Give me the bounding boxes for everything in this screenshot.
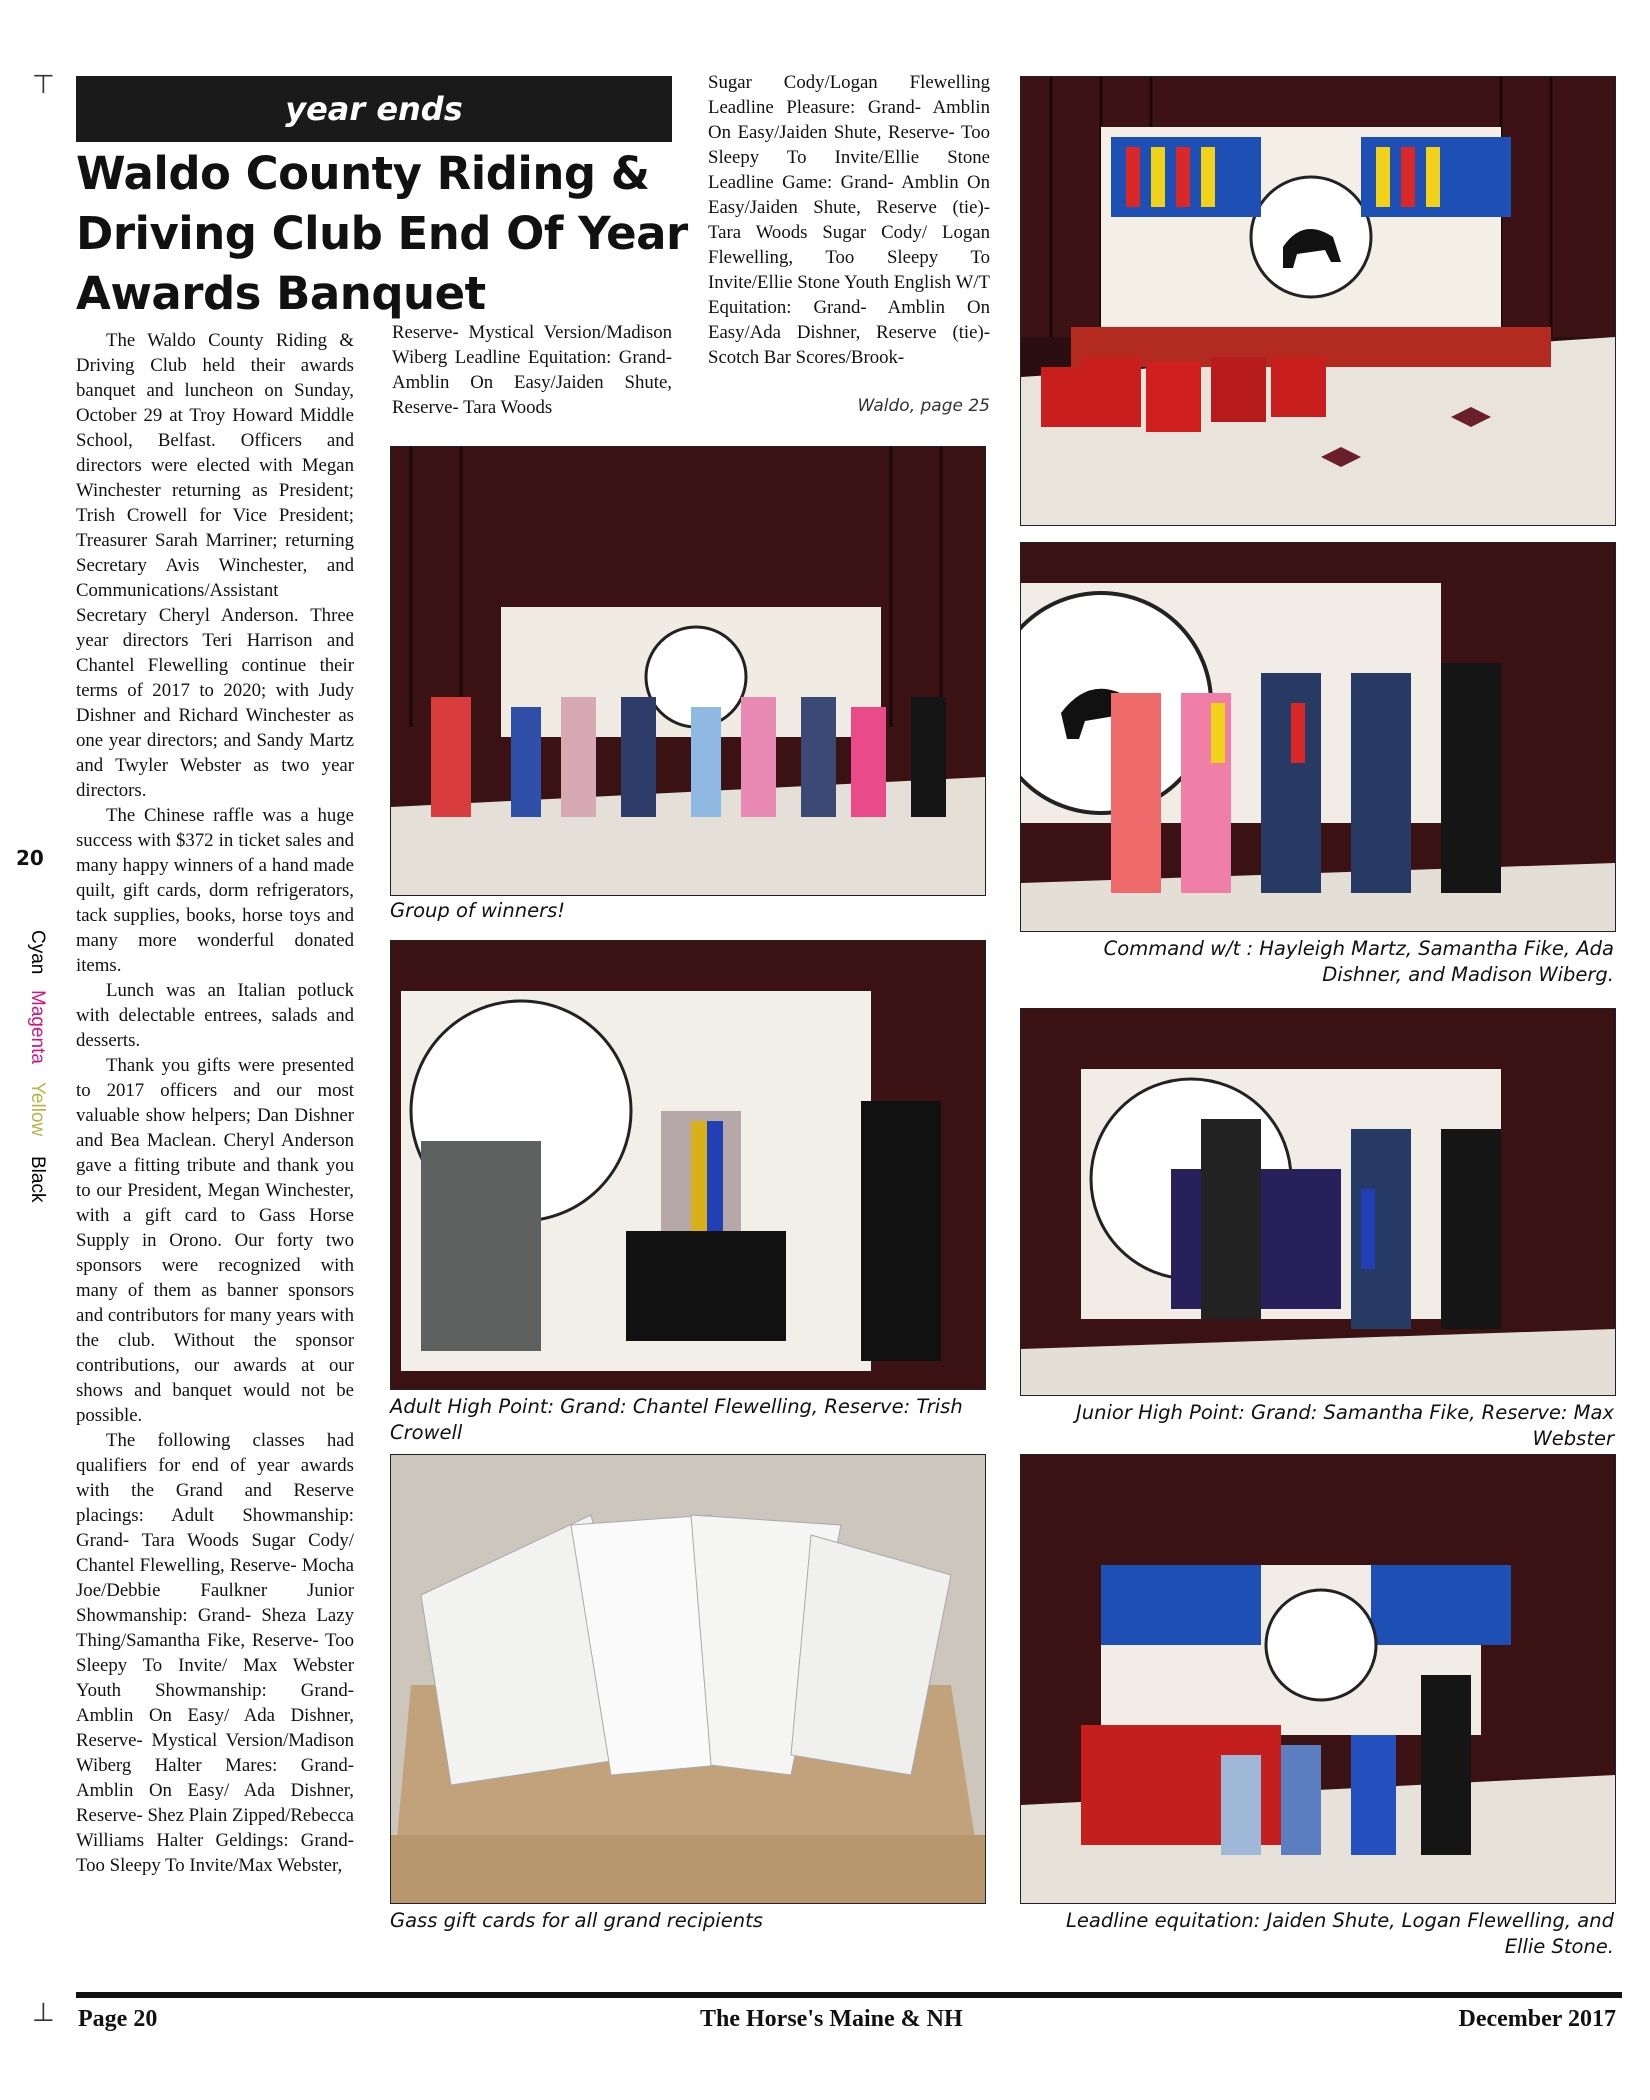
paragraph: The Chinese raffle was a huge success with $372 in ticket sales and many happy winners of a hand made quilt, gift cards, dorm refrigerators, tack supplies, books, horse toys and many more wonderful donated items. (76, 805, 354, 976)
photo-adult-high-point (390, 940, 986, 1390)
cmyk-label-black: Black (27, 1156, 48, 1203)
cmyk-label-magenta: Magenta (27, 990, 48, 1064)
caption-leadline: Leadline equitation: Jaiden Shute, Logan Flewelling, and Ellie Stone. (1066, 1909, 1614, 1958)
registration-mark-top: ⊤ (32, 70, 55, 100)
paragraph: Lunch was an Italian potluck with delectable entrees, salads and desserts. (76, 980, 354, 1051)
paragraph: The Waldo County Riding & Driving Club held their awards banquet and luncheon on Sunday, October 29 at Troy Howard Middle School, Belfast. Officers and directors were elected with Megan Winchester returning as President; Trish Crowell for Vice President; Treasurer Sarah Marriner; returning Secretary Avis Winchester, and Communications/Assistant Secretary Cheryl Anderson. Three year directors Teri Harrison and Chantel Flewelling continue their terms of 2017 to 2020; with Judy Dishner and Richard Winchester as one year directors; and Sandy Martz and Twyler Webster as two year directors. (76, 330, 354, 801)
cmyk-label-cyan: Cyan (27, 930, 48, 975)
section-banner: year ends (76, 76, 672, 142)
photo-command-wt (1020, 542, 1616, 932)
cmyk-label-yellow: Yellow (27, 1082, 48, 1137)
paragraph: Reserve- Mystical Version/Madison Wiberg Leadline Equitation: Grand- Amblin On Easy/Jaiden Shute, Reserve- Tara Woods (392, 322, 672, 418)
footer-rule (76, 1992, 1622, 1998)
photo-group-of-winners (390, 446, 986, 896)
headline: Waldo County Riding & Driving Club End Of Year Awards Banquet (76, 147, 688, 320)
caption-command: Command w/t : Hayleigh Martz, Samantha Fike, Ada Dishner, and Madison Wiberg. (1103, 937, 1614, 986)
caption-junior: Junior High Point: Grand: Samantha Fike, Reserve: Max Webster (1076, 1401, 1614, 1450)
side-page-number: 20 (16, 846, 44, 870)
photo-awards-table (1020, 76, 1616, 526)
footer-page-number: Page 20 (78, 2006, 158, 2032)
caption-adult: Adult High Point: Grand: Chantel Flewelling, Reserve: Trish Crowell (390, 1395, 963, 1444)
photo-junior-high-point (1020, 1008, 1616, 1396)
registration-mark-bottom: ⊥ (32, 1998, 55, 2028)
photo-gass-gift-cards (390, 1454, 986, 1904)
cmyk-color-bar (14, 930, 54, 1230)
photo-leadline-equitation (1020, 1454, 1616, 1904)
caption-group: Group of winners! (390, 899, 566, 922)
footer-publication: The Horse's Maine & NH (700, 2006, 963, 2032)
footer-date: December 2017 (1458, 2006, 1616, 2032)
caption-gass: Gass gift cards for all grand recipients (390, 1909, 763, 1932)
paragraph: The following classes had qualifiers for end of year awards with the Grand and Reserve placings: Adult Showmanship: Grand- Tara Woods Sugar Cody/ Chantel Flewelling, Reserve- Mocha Joe/Debbie Faulkner Junior Showmanship: Grand- Sheza Lazy Thing/Samantha Fike, Reserve- Too Sleepy To Invite/ Max Webster Youth Showmanship: Grand- Amblin On Easy/ Ada Dishner, Reserve- Mystical Version/Madison Wiberg Halter Mares: Grand- Amblin On Easy/ Ada Dishner, Reserve- Shez Plain Zipped/Rebecca Williams Halter Geldings: Grand- Too Sleepy To Invite/Max Webster, (76, 1430, 354, 1876)
article-column-2 (392, 320, 672, 420)
paragraph: Sugar Cody/Logan Flewelling Leadline Pleasure: Grand- Amblin On Easy/Jaiden Shute, Reserve- Too Sleepy To Invite/Ellie Stone Leadline Game: Grand- Amblin On Easy/Jaiden Shute, Reserve (tie)- Tara Woods Sugar Cody/ Logan Flewelling, Too Sleepy To Invite/Ellie Stone Youth English W/T Equitation: Grand- Amblin On Easy/Ada Dishner, Reserve (tie)- Scotch Bar Scores/Brook- (708, 72, 990, 368)
paragraph: Thank you gifts were presented to 2017 officers and our most valuable show helpers; Dan Dishner and Bea Maclean. Cheryl Anderson gave a fitting tribute and thank you to our President, Megan Winchester, with a gift card to Gass Horse Supply in Orono. Our forty two sponsors were recognized with many of them as banner sponsors and contributors for many years with the club. Without the sponsor contributions, our awards at our shows and banquet would not be possible. (76, 1055, 354, 1426)
article-column-3 (708, 70, 990, 370)
article-column-1 (76, 328, 354, 1878)
continued-jump: Waldo, page 25 (857, 396, 990, 416)
